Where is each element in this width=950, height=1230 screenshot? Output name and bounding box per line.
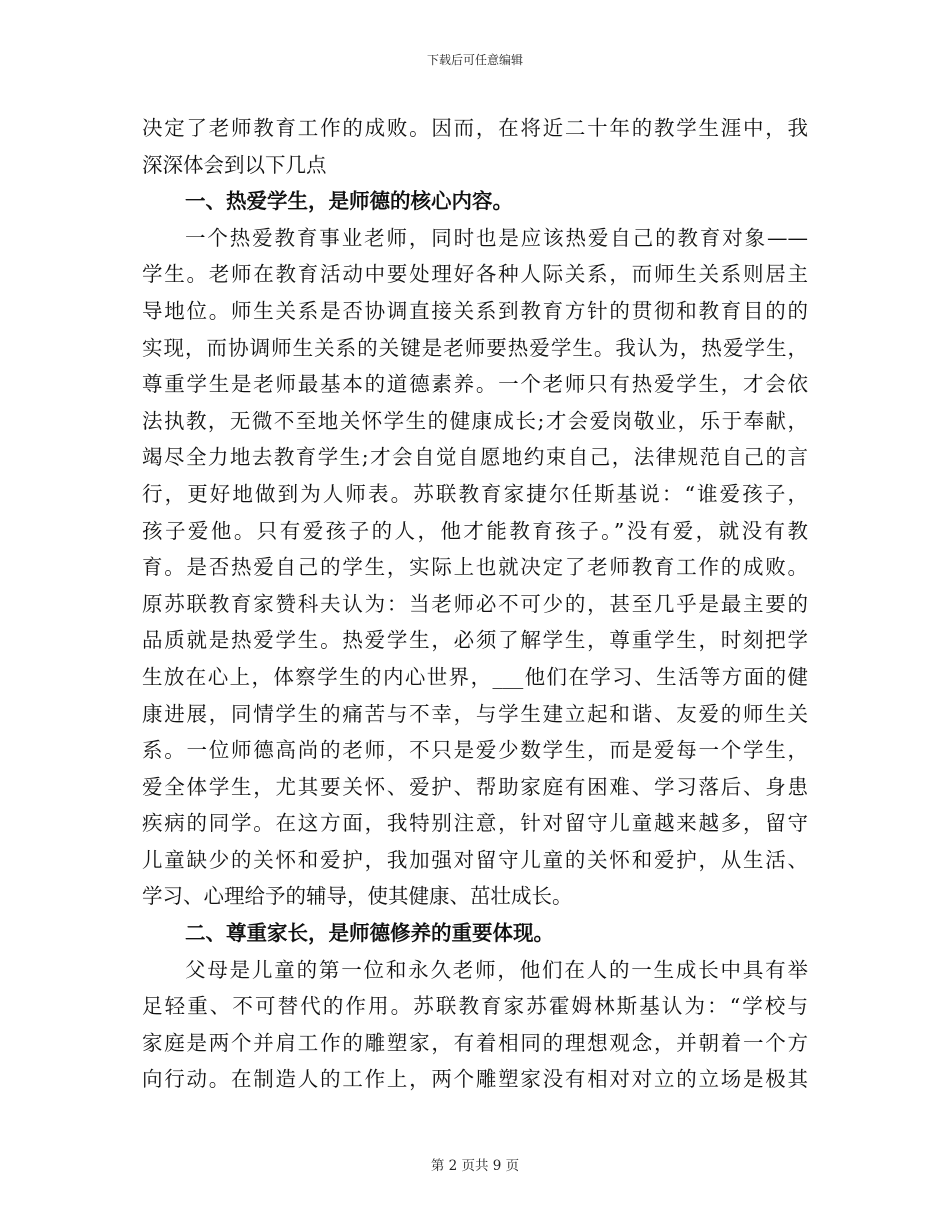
body-line: 疾病的同学。在这方面，我特别注意，针对留守儿童越来越多，留守	[142, 811, 808, 836]
body-line: 法执教，无微不至地关怀学生的健康成长;才会爱岗敬业，乐于奉献，	[142, 408, 808, 433]
body-line: 品质就是热爱学生。热爱学生，必须了解学生，尊重学生，时刻把学	[142, 628, 808, 653]
body-line: 儿童缺少的关怀和爱护，我加强对留守儿童的关怀和爱护，从生活、	[142, 847, 808, 872]
body-line: 学生。老师在教育活动中要处理好各种人际关系，而师生关系则居主	[142, 262, 808, 287]
body-line: 康进展，同情学生的痛苦与不幸，与学生建立起和谐、友爱的师生关	[142, 701, 808, 726]
document-body	[142, 110, 808, 1098]
body-line: 实现，而协调师生关系的关键是老师要热爱学生。我认为，热爱学生，	[142, 335, 808, 360]
section-heading-1: 一、热爱学生，是师德的核心内容。	[185, 189, 513, 214]
body-line: 行，更好地做到为人师表。苏联教育家捷尔任斯基说：“谁爱孩子，	[142, 481, 808, 506]
body-line: 家庭是两个并肩工作的雕塑家，有着相同的理想观念，并朝着一个方	[142, 1030, 808, 1055]
body-line: 一个热爱教育事业老师，同时也是应该热爱自己的教育对象——	[185, 225, 808, 250]
page-number: 第 2 页共 9 页	[430, 1158, 520, 1174]
body-line: 父母是儿童的第一位和永久老师，他们在人的一生成长中具有举	[185, 957, 808, 982]
body-line: 向行动。在制造人的工作上，两个雕塑家没有相对对立的立场是极其	[142, 1067, 808, 1092]
body-line: 系。一位师德高尚的老师，不只是爱少数学生，而是爱每一个学生，	[142, 738, 808, 763]
body-line: 生放在心上，体察学生的内心世界，___他们在学习、生活等方面的健	[142, 664, 808, 689]
section-heading-2: 二、尊重家长，是师德修养的重要体现。	[185, 921, 554, 946]
body-line: 决定了老师教育工作的成败。因而，在将近二十年的教学生涯中，我	[142, 116, 808, 140]
body-line: 爱全体学生，尤其要关怀、爱护、帮助家庭有困难、学习落后、身患	[142, 774, 808, 799]
body-line: 孩子爱他。只有爱孩子的人，他才能教育孩子。”没有爱，就没有教	[142, 518, 808, 543]
body-line: 深深体会到以下几点	[142, 152, 327, 177]
body-line: 学习、心理给予的辅导，使其健康、茁壮成长。	[142, 884, 573, 909]
body-line: 导地位。师生关系是否协调直接关系到教育方针的贯彻和教育目的的	[142, 298, 808, 323]
body-line: 尊重学生是老师最基本的道德素养。一个老师只有热爱学生，才会依	[142, 372, 808, 397]
body-line: 原苏联教育家赞科夫认为：当老师必不可少的，甚至几乎是最主要的	[142, 591, 808, 616]
page-header: 下载后可任意编辑	[426, 53, 523, 67]
body-line: 竭尽全力地去教育学生;才会自觉自愿地约束自己，法律规范自己的言	[142, 445, 808, 470]
body-line: 足轻重、不可替代的作用。苏联教育家苏霍姆林斯基认为：“学校与	[142, 994, 808, 1019]
body-line: 育。是否热爱自己的学生，实际上也就决定了老师教育工作的成败。	[142, 555, 808, 580]
